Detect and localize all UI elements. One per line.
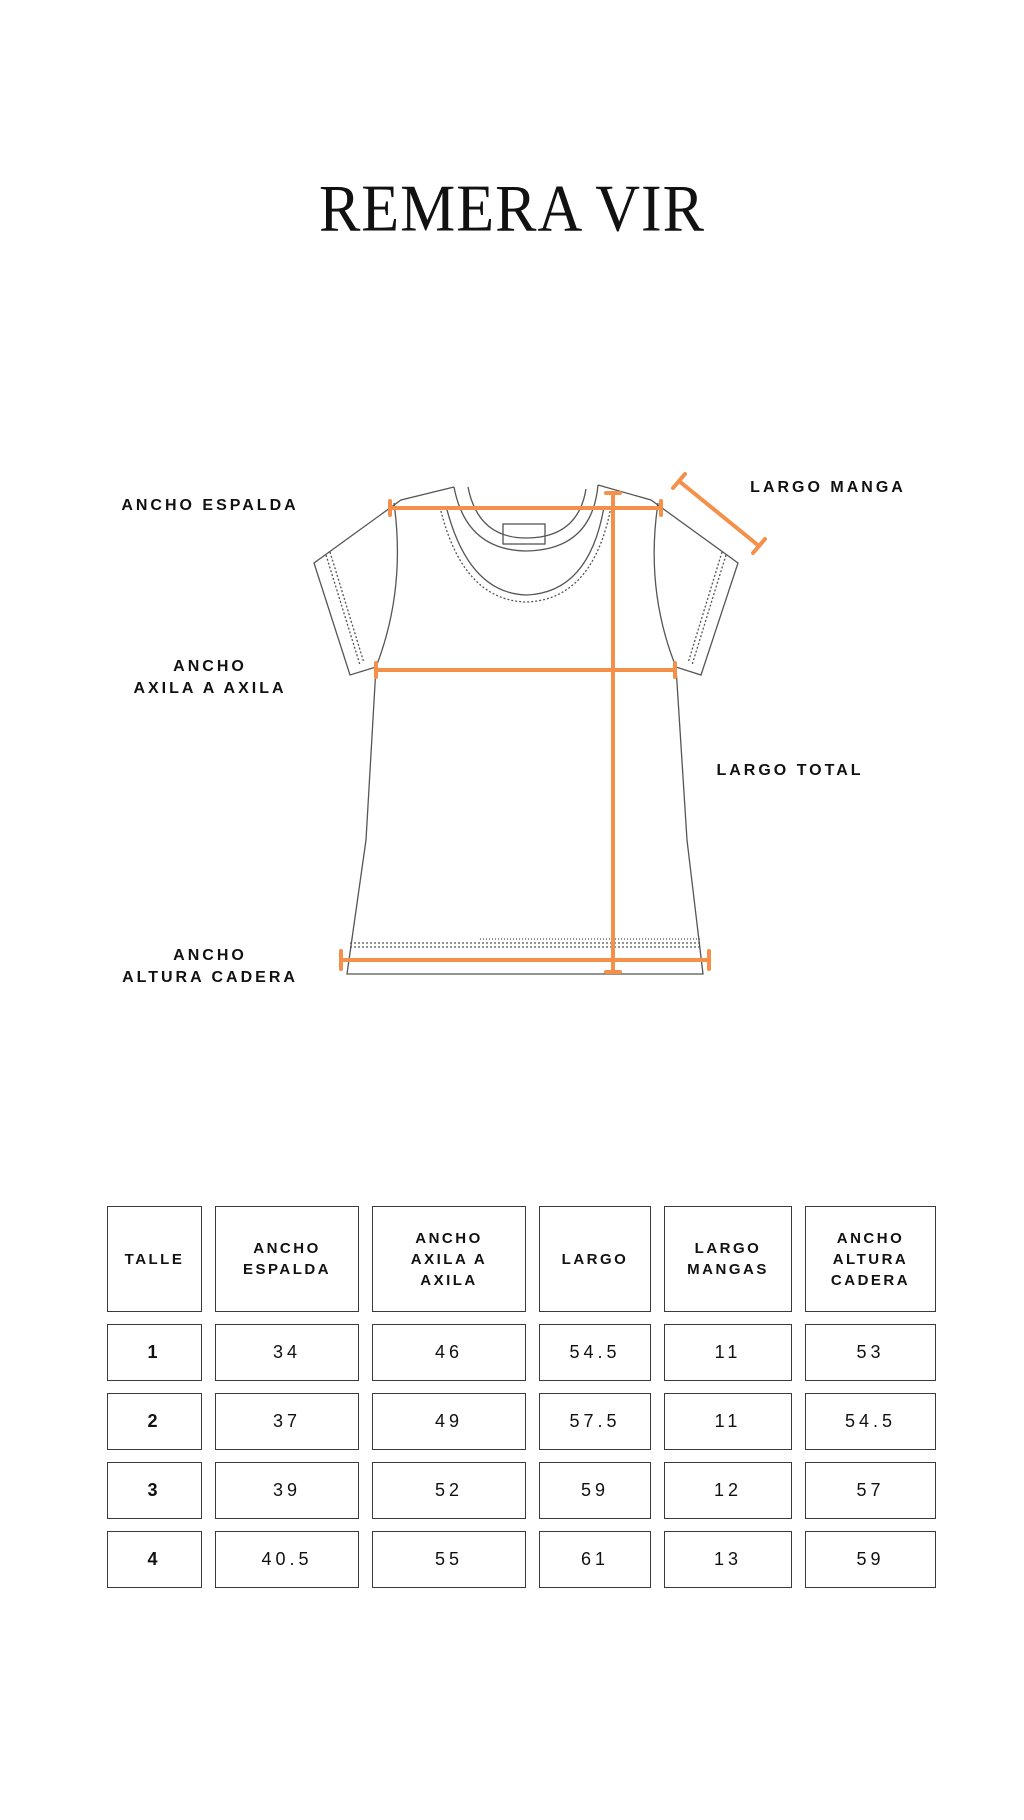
cell-largo-mangas: 11 (664, 1324, 792, 1381)
cell-ancho-espalda: 37 (215, 1393, 359, 1450)
largo-total-label: LARGO TOTAL (716, 762, 864, 779)
cell-ancho-espalda: 39 (215, 1462, 359, 1519)
ancho-axila-label: ANCHO AXILA A AXILA (133, 658, 287, 697)
table-row (107, 1324, 936, 1381)
cell-talle: 2 (107, 1393, 202, 1450)
cell-largo: 54.5 (539, 1324, 651, 1381)
cell-ancho-cadera: 57 (805, 1462, 936, 1519)
header-ancho-axila: ANCHO AXILA A AXILA (372, 1206, 526, 1312)
cell-largo: 57.5 (539, 1393, 651, 1450)
largo-manga-label: LARGO MANGA (750, 479, 906, 496)
ancho-espalda-label: ANCHO ESPALDA (121, 497, 299, 514)
cell-talle: 4 (107, 1531, 202, 1588)
header-ancho-cadera: ANCHO ALTURA CADERA (805, 1206, 936, 1312)
ancho-cadera-label: ANCHO ALTURA CADERA (122, 947, 298, 986)
table-row (107, 1393, 936, 1450)
table-row (107, 1462, 936, 1519)
cell-ancho-cadera: 59 (805, 1531, 936, 1588)
cell-ancho-axila: 49 (372, 1393, 526, 1450)
page-title: REMERA VIR (318, 172, 706, 246)
tshirt-outline (314, 485, 738, 974)
cell-ancho-cadera: 53 (805, 1324, 936, 1381)
cell-ancho-axila: 52 (372, 1462, 526, 1519)
cell-largo-mangas: 11 (664, 1393, 792, 1450)
cell-ancho-espalda: 40.5 (215, 1531, 359, 1588)
cell-talle: 3 (107, 1462, 202, 1519)
cell-largo-mangas: 13 (664, 1531, 792, 1588)
cell-ancho-cadera: 54.5 (805, 1393, 936, 1450)
cell-ancho-axila: 55 (372, 1531, 526, 1588)
cell-largo: 59 (539, 1462, 651, 1519)
table-row (107, 1531, 936, 1588)
header-largo-mangas: LARGO MANGAS (664, 1206, 792, 1312)
size-table (94, 1194, 949, 1600)
header-ancho-espalda: ANCHO ESPALDA (215, 1206, 359, 1312)
measurement-lines (341, 474, 765, 972)
cell-ancho-axila: 46 (372, 1324, 526, 1381)
cell-largo-mangas: 12 (664, 1462, 792, 1519)
table-header-row (107, 1206, 936, 1312)
cell-talle: 1 (107, 1324, 202, 1381)
cell-largo: 61 (539, 1531, 651, 1588)
header-talle: TALLE (107, 1206, 202, 1312)
cell-ancho-espalda: 34 (215, 1324, 359, 1381)
header-largo: LARGO (539, 1206, 651, 1312)
